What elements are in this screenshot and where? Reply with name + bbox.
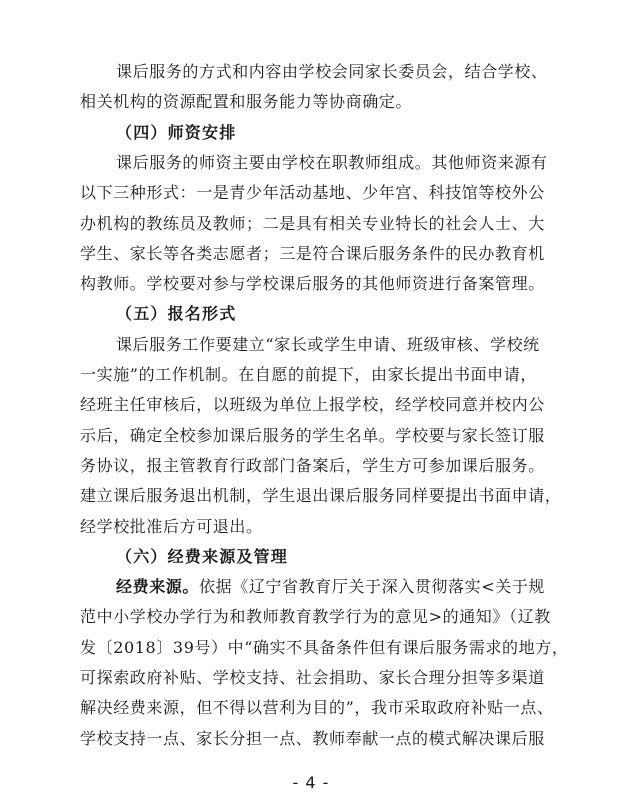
paragraph-line: 可探索政府补贴、学校支持、社会捐助、家长合理分担等多渠道 [80, 668, 545, 687]
page-number: - 4 - [292, 773, 330, 792]
paragraph-line: 学生、家长等各类志愿者；三是符合课后服务条件的民办教育机 [80, 244, 545, 263]
paragraph-line: 课后服务工作要建立“家长或学生申请、班级审核、学校统 [116, 335, 540, 354]
paragraph-line: 范中小学校办学行为和教师教育教学行为的意见>的通知》（辽教 [80, 607, 551, 626]
paragraph-line: 解决经费来源，但不得以营利为目的”，我市采取政府补贴一点、 [80, 698, 554, 717]
paragraph-line: 建立课后服务退出机制，学生退出课后服务同样要提出书面申请， [80, 486, 562, 505]
paragraph-line: 相关机构的资源配置和服务能力等协商确定。 [80, 92, 413, 111]
inline-bold-term: 经费来源。 [116, 577, 200, 596]
paragraph-line: 一实施”的工作机制。在自愿的前提下，由家长提出书面申请， [80, 365, 537, 384]
paragraph-line: 构教师。学校要对参与学校课后服务的其他师资进行备案管理。 [80, 274, 545, 293]
paragraph-line [116, 577, 545, 597]
paragraph-line: 务协议，报主管教育行政部门备案后，学生方可参加课后服务。 [80, 456, 545, 475]
section-heading-4: （四）师资安排 [116, 123, 237, 142]
section-heading-5: （五）报名形式 [116, 304, 237, 323]
paragraph-line: 示后，确定全校参加课后服务的学生名单。学校要与家长签订服 [80, 426, 545, 445]
paragraph-line: 经班主任审核后，以班级为单位上报学校，经学校同意并校内公 [80, 395, 545, 414]
paragraph-line: 课后服务的师资主要由学校在职教师组成。其他师资来源有 [116, 153, 548, 172]
paragraph-line: 办机构的教练员及教师；二是具有相关专业特长的社会人士、大 [80, 214, 545, 233]
paragraph-line: 经学校批准后方可退出。 [80, 517, 263, 536]
paragraph-line: 以下三种形式：一是青少年活动基地、少年宫、科技馆等校外公 [80, 183, 545, 202]
section-heading-6: （六）经费来源及管理 [116, 547, 289, 566]
paragraph-line: 学校支持一点、家长分担一点、教师奉献一点的模式解决课后服 [80, 729, 545, 748]
paragraph-line: 发〔2018〕39号）中“确实不具备条件但有课后服务需求的地方， [80, 638, 569, 657]
paragraph-line: 课后服务的方式和内容由学校会同家长委员会，结合学校、 [116, 62, 548, 81]
inline-text: 依据《辽宁省教育厅关于深入贯彻落实<关于规 [199, 577, 546, 596]
